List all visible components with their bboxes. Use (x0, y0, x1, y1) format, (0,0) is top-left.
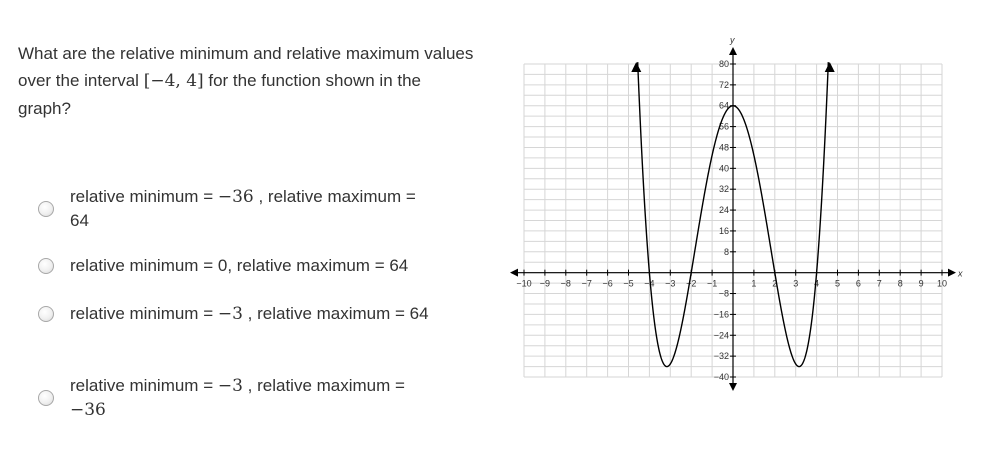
y-tick-label: 8 (723, 246, 729, 257)
x-tick-label: 7 (876, 278, 882, 289)
x-axis-left-arrow (510, 269, 518, 277)
x-tick-label: 10 (936, 278, 948, 289)
x-tick-label: −5 (623, 278, 634, 289)
question-text-before: What are the relative minimum and relative maximum values over the interval (18, 44, 474, 90)
y-tick-label: −40 (713, 372, 729, 382)
x-tick-label: 9 (918, 278, 924, 289)
y-tick-label: 64 (718, 100, 729, 111)
x-tick-label: 3 (793, 278, 799, 289)
choice-min-value: −3 (217, 376, 243, 396)
y-axis-top-arrow (729, 47, 737, 55)
choice-max-value: 64 (409, 304, 429, 323)
x-tick-label: −10 (516, 278, 532, 289)
x-tick-label: −6 (602, 278, 613, 289)
y-tick-label: 40 (718, 163, 729, 174)
choice-min-value: −36 (217, 187, 254, 207)
choice-mid: , relative maximum = (227, 256, 390, 275)
y-tick-label: −24 (713, 330, 729, 341)
y-tick-label: 80 (718, 59, 729, 69)
x-tick-label: 8 (897, 278, 903, 289)
x-tick-label: 6 (855, 278, 861, 289)
x-tick-label: 1 (751, 278, 757, 289)
choice-min-value: −3 (217, 304, 243, 324)
x-tick-label: −4 (644, 278, 655, 289)
y-tick-label: −32 (713, 351, 729, 362)
x-axis-label: x (958, 268, 963, 279)
choice-mid: , relative maximum = (253, 187, 416, 206)
x-tick-label: 5 (834, 278, 841, 289)
question-interval: [−4, 4] (143, 71, 204, 91)
x-tick-label: −1 (706, 278, 718, 289)
question-text-after: for the function shown in the graph? (18, 71, 422, 118)
choice-max-value: 64 (70, 211, 89, 230)
choice-mid: , relative maximum = (242, 376, 405, 395)
y-tick-label: 16 (718, 225, 729, 236)
y-tick-label: −8 (718, 288, 729, 299)
choice-max-value: −36 (70, 400, 106, 420)
x-tick-label: −8 (560, 278, 571, 289)
choice-min-value: 0 (217, 256, 228, 275)
x-tick-label: −2 (686, 278, 697, 289)
y-axis-bottom-arrow (729, 383, 737, 391)
x-tick-label: −9 (539, 278, 551, 289)
x-tick-label: −3 (665, 278, 676, 289)
y-tick-label: 48 (718, 142, 729, 153)
y-tick-label: −16 (713, 309, 729, 320)
choice-prefix: relative minimum = (70, 187, 218, 206)
x-tick-label: 4 (814, 278, 820, 289)
x-tick-label: −7 (581, 278, 592, 289)
x-axis-right-arrow (948, 269, 956, 277)
choice-prefix: relative minimum = (70, 376, 218, 395)
y-tick-label: 32 (718, 184, 729, 195)
y-tick-label: 24 (718, 205, 729, 216)
y-tick-label: 56 (718, 121, 729, 132)
y-tick-label: 72 (718, 79, 729, 90)
x-tick-label: 2 (772, 278, 778, 289)
choice-prefix: relative minimum = (70, 256, 218, 275)
y-axis-label: y (730, 35, 735, 45)
choice-mid: , relative maximum = (242, 304, 410, 323)
choice-prefix: relative minimum = (70, 304, 218, 323)
choice-max-value: 64 (389, 256, 409, 275)
